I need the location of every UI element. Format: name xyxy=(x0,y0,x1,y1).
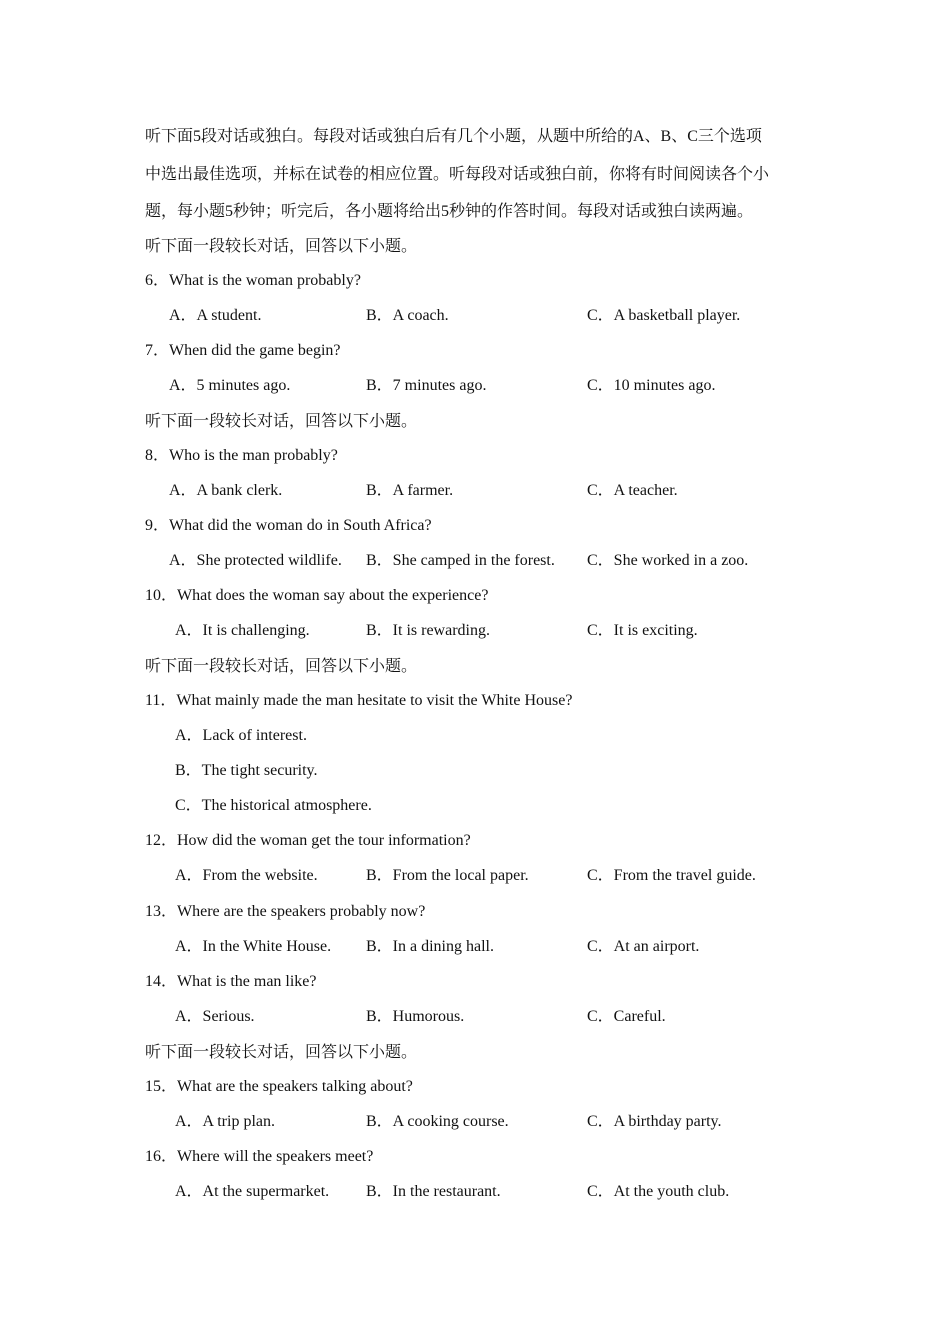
option-c[interactable]: C．A basketball player. xyxy=(587,307,741,324)
option-c[interactable]: C．The historical atmosphere. xyxy=(175,797,372,814)
question-12: 12．How did the woman get the tour information? xyxy=(145,832,471,849)
option-c[interactable]: C．It is exciting. xyxy=(587,622,698,639)
option-row-11c xyxy=(0,793,950,819)
option-a[interactable]: A．Serious. xyxy=(175,1008,255,1025)
option-b[interactable]: B．In the restaurant. xyxy=(366,1183,501,1200)
options-row-8 xyxy=(0,478,950,504)
options-row-10 xyxy=(0,618,950,644)
option-c[interactable]: C．At the youth club. xyxy=(587,1183,730,1200)
option-row-11a xyxy=(0,723,950,749)
option-b[interactable]: B．In a dining hall. xyxy=(366,938,494,955)
option-b[interactable]: B．7 minutes ago. xyxy=(366,377,487,394)
option-b[interactable]: B．A farmer. xyxy=(366,482,454,499)
option-b[interactable]: B．The tight security. xyxy=(175,762,318,779)
intro-line xyxy=(0,162,950,188)
question-15: 15．What are the speakers talking about? xyxy=(145,1078,413,1095)
question-10: 10．What does the woman say about the experience? xyxy=(145,587,489,604)
option-a[interactable]: A．From the website. xyxy=(175,867,318,884)
option-a[interactable]: A．A student. xyxy=(169,307,262,324)
option-a[interactable]: A．In the White House. xyxy=(175,938,332,955)
intro-text: 听下面5段对话或独白。每段对话或独白后有几个小题，从题中所给的A、B、C三个选项 xyxy=(145,128,762,145)
question-7: 7．When did the game begin? xyxy=(145,342,341,359)
option-c[interactable]: C．From the travel guide. xyxy=(587,867,756,884)
question-14: 14．What is the man like? xyxy=(145,973,317,990)
option-b[interactable]: B．It is rewarding. xyxy=(366,622,490,639)
options-row-12 xyxy=(0,863,950,889)
option-row-11b xyxy=(0,758,950,784)
option-a[interactable]: A．A bank clerk. xyxy=(169,482,283,499)
options-row-15 xyxy=(0,1109,950,1135)
option-c[interactable]: C．A birthday party. xyxy=(587,1113,722,1130)
option-b[interactable]: B．A cooking course. xyxy=(366,1113,509,1130)
option-c[interactable]: C．Careful. xyxy=(587,1008,666,1025)
question-16: 16．Where will the speakers meet? xyxy=(145,1148,374,1165)
option-b[interactable]: B．A coach. xyxy=(366,307,449,324)
intro-line xyxy=(0,124,950,150)
options-row-16 xyxy=(0,1179,950,1205)
options-row-14 xyxy=(0,1004,950,1030)
option-a[interactable]: A．At the supermarket. xyxy=(175,1183,330,1200)
question-11: 11．What mainly made the man hesitate to visit the White House? xyxy=(145,692,573,709)
option-c[interactable]: C．A teacher. xyxy=(587,482,678,499)
options-row-9 xyxy=(0,548,950,574)
option-a[interactable]: A．A trip plan. xyxy=(175,1113,275,1130)
options-row-6 xyxy=(0,303,950,329)
question-6: 6．What is the woman probably? xyxy=(145,272,361,289)
options-row-13 xyxy=(0,934,950,960)
option-c[interactable]: C．She worked in a zoo. xyxy=(587,552,749,569)
section-instruction: 听下面一段较长对话，回答以下小题。 xyxy=(145,238,418,255)
question-13: 13．Where are the speakers probably now? xyxy=(145,903,426,920)
options-row-7 xyxy=(0,373,950,399)
question-8: 8．Who is the man probably? xyxy=(145,447,338,464)
section-instruction: 听下面一段较长对话，回答以下小题。 xyxy=(145,413,418,430)
intro-text: 题，每小题5秒钟；听完后，各小题将给出5秒钟的作答时间。每段对话或独白读两遍。 xyxy=(145,203,754,220)
section-instruction: 听下面一段较长对话，回答以下小题。 xyxy=(145,1044,418,1061)
intro-line xyxy=(0,199,950,225)
section-instruction: 听下面一段较长对话，回答以下小题。 xyxy=(145,658,418,675)
intro-text: 中选出最佳选项，并标在试卷的相应位置。听每段对话或独白前，你将有时间阅读各个小 xyxy=(145,166,770,183)
option-b[interactable]: B．From the local paper. xyxy=(366,867,529,884)
option-c[interactable]: C．At an airport. xyxy=(587,938,700,955)
option-c[interactable]: C．10 minutes ago. xyxy=(587,377,716,394)
option-a[interactable]: A．Lack of interest. xyxy=(175,727,307,744)
option-b[interactable]: B．Humorous. xyxy=(366,1008,465,1025)
option-a[interactable]: A．She protected wildlife. xyxy=(169,552,342,569)
question-9: 9．What did the woman do in South Africa? xyxy=(145,517,432,534)
option-a[interactable]: A．5 minutes ago. xyxy=(169,377,291,394)
option-b[interactable]: B．She camped in the forest. xyxy=(366,552,555,569)
option-a[interactable]: A．It is challenging. xyxy=(175,622,310,639)
